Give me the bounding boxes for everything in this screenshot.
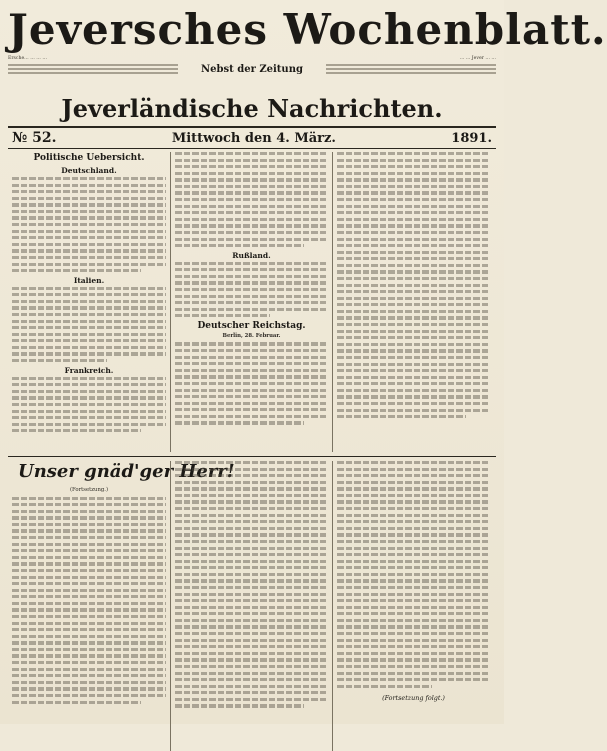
top-columns (8, 152, 496, 452)
subhead-left-notice (8, 56, 178, 76)
secondary-title: Jeverländische Nachrichten. (61, 94, 443, 123)
reichstag-dateline: Berlin, 28. Februar. (222, 332, 281, 339)
subhead-right-notice (326, 56, 496, 76)
issue-bar (8, 126, 496, 149)
section-france: Frankreich. (64, 365, 114, 375)
masthead-title: Jeversches Wochenblatt. (8, 5, 607, 54)
feature-continuation: (Fortsetzung.) (69, 487, 109, 493)
column-2 (170, 152, 332, 452)
politics-heading: Politische Uebersicht. (33, 153, 145, 163)
feature-end-note: (Fortsetzung folgt.) (382, 693, 445, 702)
feature-column-3 (332, 461, 494, 751)
feature-column-2 (170, 461, 332, 751)
feature-column-1 (8, 461, 235, 751)
column-3-text (337, 152, 490, 418)
subhead-center: Nebst der Zeitung (201, 64, 303, 75)
issue-date: Mittwoch den 4. März. (171, 130, 336, 146)
section-germany: Deutschland. (61, 166, 117, 175)
issue-number: № 52. (12, 130, 57, 146)
subhead-left-text: Ersche… … … … (8, 56, 47, 61)
section-reichstag: Deutscher Reichstag. (197, 320, 306, 331)
issue-year: 1891. (451, 130, 492, 146)
section-rule (8, 456, 496, 457)
column-3 (332, 152, 494, 452)
column-1 (8, 152, 170, 452)
feature-title: Unser gnäd'ger Herr! (18, 461, 235, 482)
subhead-right-text: … … Jever … … (459, 56, 496, 61)
column-2-text (175, 152, 328, 247)
section-russia: Rußland. (232, 250, 271, 260)
subhead (8, 56, 496, 96)
lower-feuilleton (8, 461, 496, 751)
section-italy: Italien. (73, 275, 105, 285)
column-1-text (12, 177, 166, 272)
